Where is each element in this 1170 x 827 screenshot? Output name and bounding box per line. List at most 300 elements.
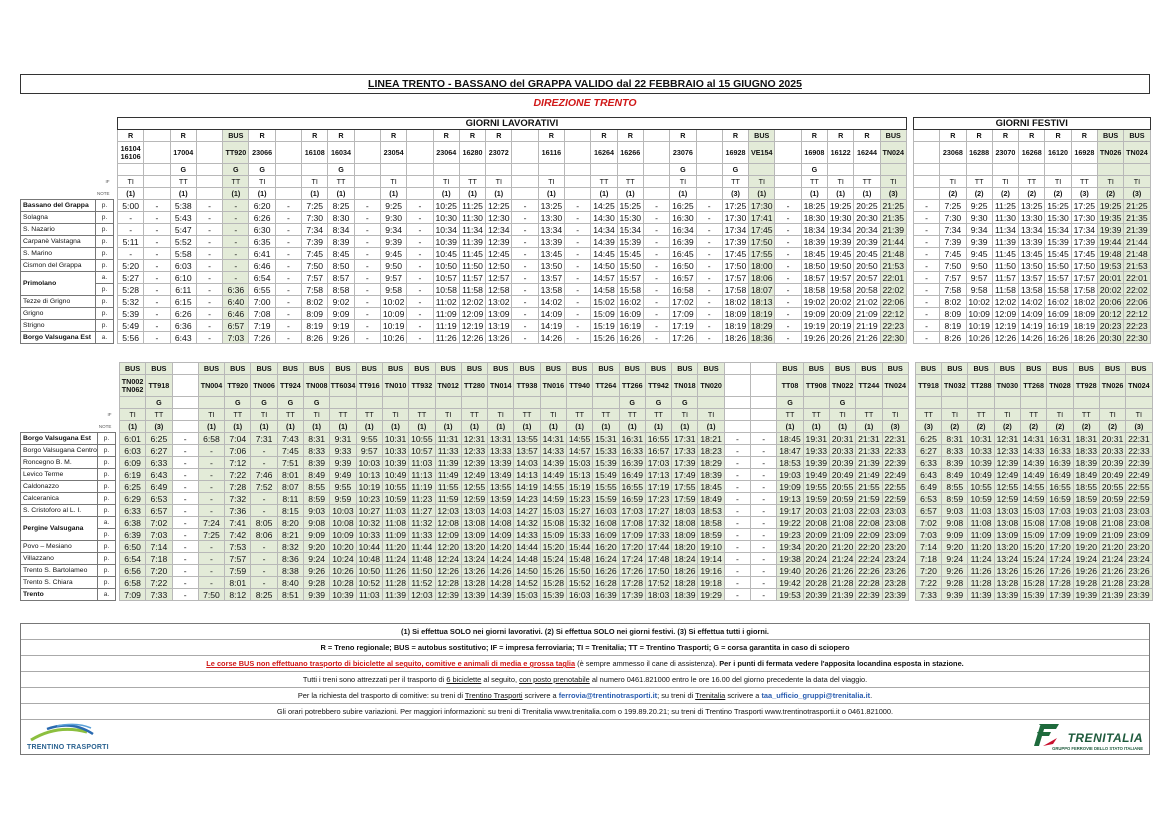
departure-time: 14:50 [591, 260, 617, 272]
train-number: TT924 [277, 375, 303, 397]
train-type [565, 130, 591, 142]
departure-time: 6:09 [119, 457, 145, 469]
departure-time: 17:59 [672, 493, 698, 505]
guaranteed-flag: G [277, 397, 303, 409]
departure-time: 7:59 [225, 565, 251, 577]
departure-time: 17:33 [672, 445, 698, 457]
departure-time: 9:39 [966, 236, 992, 248]
departure-time: 6:36 [170, 320, 196, 332]
departure-time: 7:28 [225, 481, 251, 493]
departure-time: 5:28 [118, 284, 144, 296]
train-number: TN020 [698, 375, 724, 397]
departure-time: 20:26 [803, 565, 829, 577]
departure-time: 23:03 [882, 505, 908, 517]
departure-time: 11:33 [409, 529, 435, 541]
arrival-departure-flag: p. [96, 260, 114, 272]
departure-time: 16:24 [593, 553, 619, 565]
guaranteed-flag [330, 397, 356, 409]
departure-time: - [407, 248, 433, 260]
departure-time: 8:26 [940, 332, 966, 344]
departure-time: 12:39 [486, 236, 512, 248]
train-number: TT264 [593, 375, 619, 397]
departure-time: 18:19 [722, 320, 748, 332]
guaranteed-flag [435, 397, 461, 409]
departure-time: 19:10 [698, 541, 724, 553]
departure-time: 16:25 [670, 200, 696, 212]
departure-time: 12:33 [994, 445, 1020, 457]
train-number: TT928 [1073, 375, 1099, 397]
departure-time: 20:25 [854, 200, 880, 212]
departure-time: 16:09 [617, 308, 643, 320]
arrival-departure-flag: p. [97, 469, 115, 481]
departure-time: 8:19 [940, 320, 966, 332]
departure-time: 21:08 [829, 517, 855, 529]
train-type: BUS [566, 363, 592, 375]
departure-time: 6:53 [146, 493, 172, 505]
departure-time: 20:55 [829, 481, 855, 493]
departure-time: 17:45 [1071, 248, 1097, 260]
guaranteed-flag [854, 164, 880, 176]
departure-time: 17:57 [722, 272, 748, 284]
departure-time: 19:59 [803, 493, 829, 505]
departure-time: 19:30 [828, 212, 854, 224]
trentino-trasporti-wordmark: TRENTINO TRASPORTI [27, 744, 109, 751]
departure-time: - [223, 272, 249, 284]
departure-time: 18:09 [672, 529, 698, 541]
departure-time: 9:08 [304, 517, 330, 529]
departure-time: 13:39 [488, 457, 514, 469]
departure-time: - [751, 505, 777, 517]
departure-time: 21:39 [1124, 224, 1150, 236]
station-name: Trento S. Bartolameo [21, 565, 98, 577]
note-groups-c: ; su treni di [657, 691, 696, 700]
train-number: TT940 [566, 375, 592, 397]
departure-time: 14:48 [514, 553, 540, 565]
departure-time: 18:19 [1071, 320, 1097, 332]
operator-code [354, 176, 380, 188]
note-ref: (1) [330, 421, 356, 433]
train-type: BUS [619, 363, 645, 375]
departure-time: 9:28 [304, 577, 330, 589]
departure-time: 9:55 [330, 481, 356, 493]
departure-time: - [196, 248, 222, 260]
departure-time: 7:06 [225, 445, 251, 457]
guaranteed-flag [118, 164, 144, 176]
note-groups [21, 688, 1149, 704]
departure-time: - [144, 272, 170, 284]
departure-time: 21:19 [854, 320, 880, 332]
header-row-note-ref [21, 188, 1151, 200]
train-number: TN014 [488, 375, 514, 397]
departure-time: 11:08 [968, 517, 994, 529]
departure-time: 18:58 [698, 517, 724, 529]
station-row [21, 332, 1151, 344]
departure-time: 7:31 [251, 433, 277, 445]
departure-time: 17:30 [722, 212, 748, 224]
note-ref: (1) [801, 188, 827, 200]
email-link-trenitalia[interactable]: taa_ufficio_gruppi@trenitalia.it [761, 691, 871, 700]
departure-time: 14:33 [1021, 445, 1047, 457]
timetable-borgo-section [20, 117, 1151, 344]
departure-time: 10:49 [968, 469, 994, 481]
departure-time: - [565, 260, 591, 272]
train-number: 16288 [966, 142, 992, 164]
note-ref: (3) [722, 188, 748, 200]
departure-time: 20:31 [829, 433, 855, 445]
departure-time: 13:26 [461, 565, 487, 577]
departure-time: - [913, 332, 939, 344]
departure-time: 7:50 [302, 260, 328, 272]
train-number: 16908 [801, 142, 827, 164]
departure-time: 18:29 [749, 320, 775, 332]
departure-time: 16:59 [619, 493, 645, 505]
note-ref: (1) [829, 421, 855, 433]
guaranteed-flag [119, 397, 145, 409]
departure-time: 13:19 [486, 320, 512, 332]
note-ref: (1) [435, 421, 461, 433]
note-ref: (2) [966, 188, 992, 200]
departure-time: 5:49 [118, 320, 144, 332]
train-number: TT6034 [330, 375, 356, 397]
spacer [908, 363, 915, 375]
note-bus-restrictions [21, 656, 1149, 672]
departure-time: - [223, 236, 249, 248]
departure-time: 21:08 [1099, 517, 1125, 529]
header-row-train-type [21, 130, 1151, 142]
train-type: BUS [1099, 363, 1125, 375]
departure-time: 17:09 [670, 308, 696, 320]
departure-time: 15:20 [540, 541, 566, 553]
train-type [407, 130, 433, 142]
train-number [751, 375, 777, 397]
spacer [906, 142, 913, 164]
departure-time: 5:38 [170, 200, 196, 212]
departure-time: - [354, 332, 380, 344]
departure-time: - [724, 541, 750, 553]
departure-time: 15:30 [617, 212, 643, 224]
note-groups-d: scrivere a [725, 691, 762, 700]
departure-time: 6:33 [915, 457, 941, 469]
spacer [906, 284, 913, 296]
departure-time: 9:09 [942, 529, 968, 541]
departure-time: 7:30 [302, 212, 328, 224]
departure-time: 22:01 [1124, 272, 1150, 284]
departure-time: - [696, 272, 722, 284]
departure-time: 6:57 [915, 505, 941, 517]
departure-time: - [696, 212, 722, 224]
guaranteed-flag [856, 397, 882, 409]
departure-time: - [512, 248, 538, 260]
departure-time: 7:02 [915, 517, 941, 529]
spacer [906, 212, 913, 224]
departure-time: 14:13 [514, 469, 540, 481]
departure-time: - [275, 212, 301, 224]
note-bike-text-b: al seguito, [481, 675, 520, 684]
departure-time: 21:35 [1124, 212, 1150, 224]
operator-code [751, 409, 777, 421]
departure-time: 22:23 [880, 320, 906, 332]
section-title-row [21, 118, 1151, 130]
departure-time: - [198, 445, 224, 457]
note-ref: (2) [940, 188, 966, 200]
departure-time: 15:28 [1021, 577, 1047, 589]
departure-time: 23:20 [1126, 541, 1152, 553]
departure-time: 13:50 [1019, 260, 1045, 272]
guaranteed-flag [459, 164, 485, 176]
guaranteed-flag [803, 397, 829, 409]
departure-time: 22:24 [856, 553, 882, 565]
departure-time: 14:19 [514, 481, 540, 493]
departure-time: 7:25 [198, 529, 224, 541]
arrival-departure-flag: p. [96, 308, 114, 320]
departure-time: 20:58 [854, 284, 880, 296]
departure-time: 8:55 [304, 481, 330, 493]
station-row [21, 589, 1153, 601]
departure-time: 17:49 [672, 469, 698, 481]
train-number: TT932 [409, 375, 435, 397]
departure-time: 15:55 [593, 481, 619, 493]
departure-time: 6:15 [170, 296, 196, 308]
departure-time: 8:09 [940, 308, 966, 320]
train-type: R [801, 130, 827, 142]
departure-time: 9:02 [328, 296, 354, 308]
note-ref [565, 188, 591, 200]
departure-time: 11:30 [992, 212, 1018, 224]
station-row [21, 248, 1151, 260]
row-label-operator-code: IF [107, 412, 112, 417]
arrival-departure-flag: p. [96, 236, 114, 248]
departure-time: 7:26 [249, 332, 275, 344]
departure-time: 8:50 [328, 260, 354, 272]
departure-time: - [643, 236, 669, 248]
departure-time: - [251, 577, 277, 589]
departure-time: 8:34 [328, 224, 354, 236]
train-number: TN026 [1099, 375, 1125, 397]
departure-time: 10:03 [330, 505, 356, 517]
operator-code: TI [698, 409, 724, 421]
departure-time: 12:33 [461, 445, 487, 457]
departure-time: - [775, 332, 801, 344]
departure-time: 6:49 [915, 481, 941, 493]
departure-time: 10:39 [433, 236, 459, 248]
departure-time: - [196, 200, 222, 212]
departure-time: 19:45 [828, 248, 854, 260]
departure-time: 10:44 [356, 541, 382, 553]
station-name: Caldonazzo [21, 481, 98, 493]
departure-time: 7:34 [302, 224, 328, 236]
departure-time: 12:03 [435, 505, 461, 517]
departure-time: 9:20 [942, 541, 968, 553]
departure-time: 6:10 [170, 272, 196, 284]
note-ref: (2) [968, 421, 994, 433]
departure-time: 19:08 [1073, 517, 1099, 529]
departure-time: 19:26 [801, 332, 827, 344]
train-type: BUS [1126, 363, 1152, 375]
departure-time: 17:39 [1071, 236, 1097, 248]
header-row-train-number [21, 142, 1151, 164]
departure-time: - [913, 320, 939, 332]
station-row [21, 553, 1153, 565]
departure-time: 13:39 [994, 589, 1020, 601]
departure-time: 21:02 [854, 296, 880, 308]
departure-time: 8:45 [328, 248, 354, 260]
departure-time: 12:39 [435, 589, 461, 601]
guaranteed-flag [540, 397, 566, 409]
arrival-departure-flag: p. [96, 248, 114, 260]
departure-time: 21:26 [854, 332, 880, 344]
departure-time: - [643, 272, 669, 284]
departure-time: 10:39 [382, 457, 408, 469]
note-bicycles [21, 672, 1149, 688]
departure-time: 8:51 [277, 589, 303, 601]
departure-time: 19:20 [1073, 541, 1099, 553]
departure-time: - [354, 248, 380, 260]
departure-time: - [751, 577, 777, 589]
departure-time: - [724, 589, 750, 601]
departure-time: 7:14 [146, 541, 172, 553]
departure-time: 6:26 [249, 212, 275, 224]
guaranteed-flag [724, 397, 750, 409]
departure-time: 6:25 [119, 481, 145, 493]
departure-time: 11:19 [433, 320, 459, 332]
station-row [21, 457, 1153, 469]
departure-time: 8:58 [328, 284, 354, 296]
departure-time: 9:50 [380, 260, 406, 272]
operator-code [565, 176, 591, 188]
departure-time: 6:46 [249, 260, 275, 272]
departure-time: 15:31 [593, 433, 619, 445]
guaranteed-flag [433, 164, 459, 176]
train-number: 16928 [722, 142, 748, 164]
departure-time: 9:39 [330, 457, 356, 469]
departure-time: 16:09 [593, 529, 619, 541]
departure-time: 21:39 [829, 589, 855, 601]
email-link-trentino[interactable]: ferrovia@trentinotrasporti.it [558, 691, 658, 700]
departure-time: 9:25 [966, 200, 992, 212]
departure-time: 16:57 [670, 272, 696, 284]
departure-time: - [354, 320, 380, 332]
guaranteed-flag [1126, 397, 1152, 409]
operator-code: TI [1099, 409, 1125, 421]
note-ref: (1) [488, 421, 514, 433]
departure-time: 22:33 [882, 445, 908, 457]
operator-code: TI [382, 409, 408, 421]
departure-time: 12:26 [435, 565, 461, 577]
trentino-trasporti-logo [27, 722, 117, 752]
departure-time: 21:24 [1099, 553, 1125, 565]
note-ref [913, 188, 939, 200]
departure-time: - [196, 212, 222, 224]
departure-time: 20:39 [854, 236, 880, 248]
train-type: BUS [146, 363, 172, 375]
departure-time: 18:45 [698, 481, 724, 493]
departure-time: 12:25 [486, 200, 512, 212]
departure-time: 10:39 [330, 589, 356, 601]
train-number: TN022 [829, 375, 855, 397]
departure-time: 14:49 [540, 469, 566, 481]
departure-time: 7:32 [225, 493, 251, 505]
departure-time: 15:52 [566, 577, 592, 589]
departure-time: 16:26 [1045, 332, 1071, 344]
departure-time: 21:28 [829, 577, 855, 589]
departure-time: 13:28 [994, 577, 1020, 589]
spacer [908, 481, 915, 493]
train-number: 16266 [617, 142, 643, 164]
departure-time: 15:02 [591, 296, 617, 308]
departure-time: 22:39 [856, 589, 882, 601]
departure-time: 20:19 [828, 320, 854, 332]
departure-time: 10:28 [330, 577, 356, 589]
departure-time: 15:39 [1021, 589, 1047, 601]
departure-time: 6:43 [146, 469, 172, 481]
departure-time: 20:30 [854, 212, 880, 224]
arrival-departure-flag: a. [97, 517, 115, 529]
note-bike-booking: con posto prenotabile [519, 675, 590, 684]
departure-time: 6:54 [119, 553, 145, 565]
operator-code: TT [915, 409, 941, 421]
operator-code: TT [170, 176, 196, 188]
train-type: BUS [277, 363, 303, 375]
departure-time: 21:25 [880, 200, 906, 212]
note-ref [172, 421, 198, 433]
trenitalia-subtitle: GRUPPO FERROVIE DELLO STATO ITALIANE [1052, 746, 1143, 751]
departure-time: - [696, 200, 722, 212]
departure-time: 21:39 [880, 224, 906, 236]
note-ref: (3) [1126, 421, 1152, 433]
note-ref: (2) [1099, 421, 1125, 433]
train-number: TN006 [251, 375, 277, 397]
departure-time: 7:33 [146, 589, 172, 601]
departure-time: 16:33 [1047, 445, 1073, 457]
departure-time: 6:43 [170, 332, 196, 344]
departure-time: 5:00 [118, 200, 144, 212]
departure-time: 17:08 [619, 517, 645, 529]
departure-time: 13:09 [994, 529, 1020, 541]
departure-time: 23:09 [1126, 529, 1152, 541]
line-title-box [20, 74, 1150, 94]
departure-time: 19:34 [828, 224, 854, 236]
workday-title: GIORNI LAVORATIVI [118, 118, 907, 130]
train-number: TN024 [882, 375, 908, 397]
departure-time: 21:39 [856, 457, 882, 469]
departure-time: 10:25 [433, 200, 459, 212]
train-number [407, 142, 433, 164]
station-row [21, 433, 1153, 445]
departure-time: 6:19 [119, 469, 145, 481]
station-name: Trento S. Chiara [21, 577, 98, 589]
departure-time: 7:02 [146, 517, 172, 529]
departure-time: - [643, 248, 669, 260]
departure-time: 23:39 [882, 589, 908, 601]
station-name: Borgo Valsugana Est [21, 433, 98, 445]
departure-time: - [198, 577, 224, 589]
departure-time: 11:39 [992, 236, 1018, 248]
departure-time: 7:14 [915, 541, 941, 553]
departure-time: - [751, 553, 777, 565]
departure-time: - [251, 445, 277, 457]
departure-time: 15:34 [617, 224, 643, 236]
trentino-arc-icon [27, 722, 117, 742]
departure-time: 17:45 [722, 248, 748, 260]
train-type: R [992, 130, 1018, 142]
departure-time: 16:19 [1045, 320, 1071, 332]
departure-time: - [565, 236, 591, 248]
departure-time: 15:50 [617, 260, 643, 272]
station-row [21, 236, 1151, 248]
departure-time: 14:19 [1019, 320, 1045, 332]
departure-time: 19:24 [1073, 553, 1099, 565]
train-number: TT918 [915, 375, 941, 397]
